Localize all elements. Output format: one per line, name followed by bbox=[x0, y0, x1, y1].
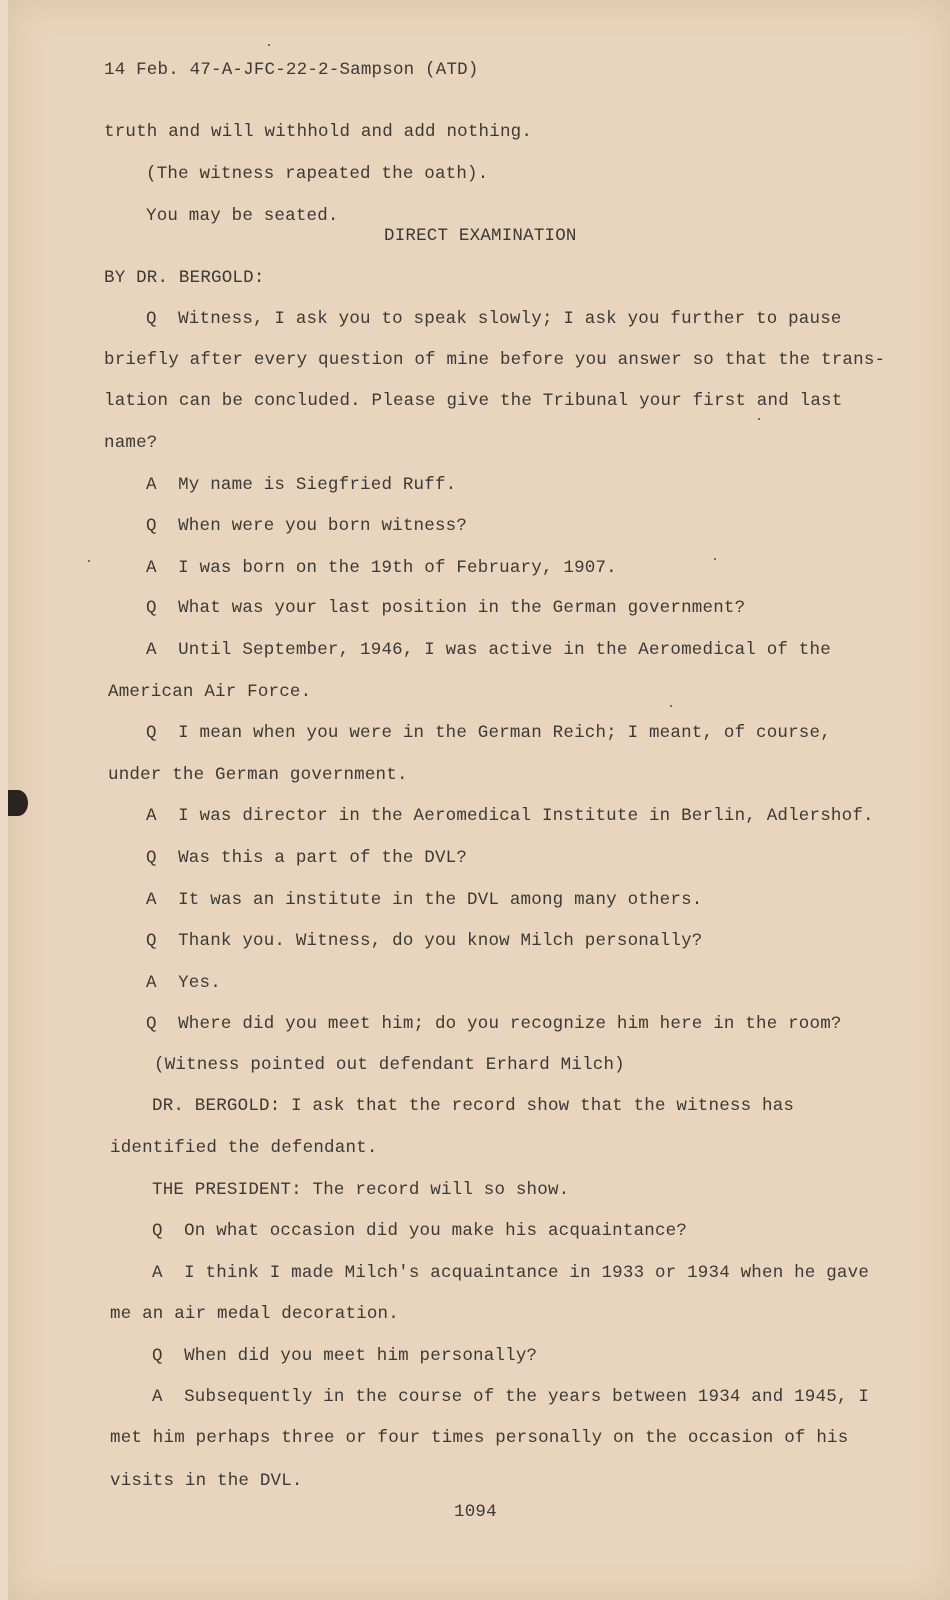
transcript-line: A Yes. bbox=[146, 973, 221, 993]
transcript-line: You may be seated. bbox=[146, 206, 339, 226]
transcript-line: Q I mean when you were in the German Reich; I meant, of course, bbox=[146, 723, 831, 743]
transcript-line: Q Was this a part of the DVL? bbox=[146, 848, 468, 868]
transcript-line: A Subsequently in the course of the years between 1934 and 1945, I bbox=[152, 1387, 870, 1407]
transcript-line: visits in the DVL. bbox=[110, 1471, 303, 1491]
transcript-line: met him perhaps three or four times personally on the occasion of his bbox=[110, 1428, 849, 1448]
transcript-line: Q When were you born witness? bbox=[146, 516, 468, 536]
transcript-line: American Air Force. bbox=[108, 682, 312, 702]
binding-punch-mark bbox=[8, 790, 28, 816]
paper-speck bbox=[758, 418, 760, 420]
transcript-line: Q What was your last position in the German government? bbox=[146, 598, 746, 618]
transcript-line: A Until September, 1946, I was active in the Aeromedical of the bbox=[146, 640, 831, 660]
document-header: 14 Feb. 47-A-JFC-22-2-Sampson (ATD) bbox=[104, 60, 479, 80]
transcript-line: DR. BERGOLD: I ask that the record show that the witness has bbox=[152, 1096, 795, 1116]
transcript-line: THE PRESIDENT: The record will so show. bbox=[152, 1180, 570, 1200]
page-number: 1094 bbox=[454, 1502, 497, 1522]
transcript-line: (Witness pointed out defendant Erhard Milch) bbox=[154, 1055, 625, 1075]
transcript-line: Q Thank you. Witness, do you know Milch personally? bbox=[146, 931, 703, 951]
transcript-line: Q Where did you meet him; do you recognize him here in the room? bbox=[146, 1014, 842, 1034]
paper-speck bbox=[670, 705, 672, 707]
transcript-line: under the German government. bbox=[108, 765, 408, 785]
transcript-line: Q Witness, I ask you to speak slowly; I ask you further to pause bbox=[146, 309, 842, 329]
paper-speck bbox=[714, 558, 716, 560]
paper-speck bbox=[268, 44, 270, 46]
transcript-line: me an air medal decoration. bbox=[110, 1304, 399, 1324]
transcript-line: name? bbox=[104, 433, 158, 453]
transcript-line: A My name is Siegfried Ruff. bbox=[146, 475, 457, 495]
transcript-line: identified the defendant. bbox=[110, 1138, 378, 1158]
transcript-line: Q On what occasion did you make his acquaintance? bbox=[152, 1221, 688, 1241]
transcript-line: lation can be concluded. Please give the Tribunal your first and last bbox=[104, 391, 843, 411]
transcript-line: A I was born on the 19th of February, 1907. bbox=[146, 558, 617, 578]
transcript-line: A I think I made Milch's acquaintance in 1933 or 1934 when he gave bbox=[152, 1263, 870, 1283]
paper-speck bbox=[88, 560, 90, 562]
transcript-line: (The witness rapeated the oath). bbox=[146, 164, 489, 184]
transcript-line: A I was director in the Aeromedical Institute in Berlin, Adlershof. bbox=[146, 806, 874, 826]
section-heading: DIRECT EXAMINATION bbox=[384, 226, 577, 246]
transcript-line: BY DR. BERGOLD: bbox=[104, 268, 265, 288]
transcript-line: Q When did you meet him personally? bbox=[152, 1346, 538, 1366]
transcript-line: truth and will withhold and add nothing. bbox=[104, 122, 533, 142]
transcript-line: A It was an institute in the DVL among many others. bbox=[146, 890, 703, 910]
document-page bbox=[8, 0, 950, 1600]
transcript-line: briefly after every question of mine before you answer so that the trans- bbox=[104, 350, 886, 370]
